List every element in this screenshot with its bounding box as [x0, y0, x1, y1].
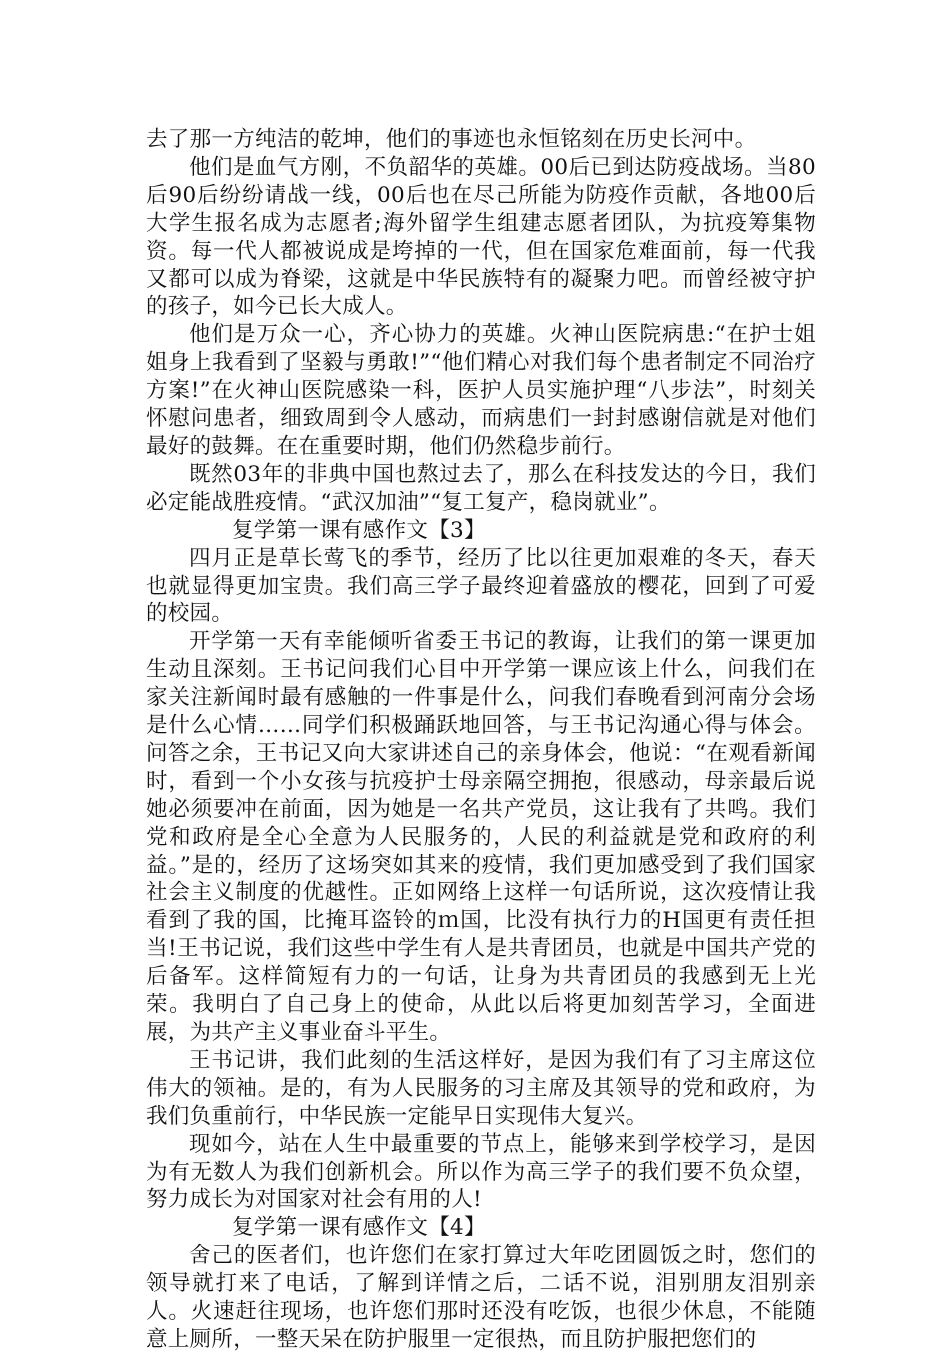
paragraph-april: 四月正是草长莺飞的季节，经历了比以往更加艰难的冬天，春天也就显得更加宝贵。我们高三学子最终迎着盛放的樱花，回到了可爱的校园。 — [146, 545, 816, 627]
paragraph-united-heroes: 他们是万众一心，齐心协力的英雄。火神山医院病患:“在护士姐姐身上我看到了坚毅与勇敢!”“他们精心对我们每个患者制定不同治疗方案!”在火神山医院感染一科，医护人员实施护理“八步法”，时刻关怀慰问患者，细致周到令人感动，而病患们一封封感谢信就是对他们最好的鼓舞。在在重要时期，他们仍然稳步前行。 — [146, 322, 816, 459]
section-heading-3: 复学第一课有感作文【3】 — [232, 517, 486, 543]
paragraph-first-lesson: 开学第一天有幸能倾听省委王书记的教诲，让我们的第一课更加生动且深刻。王书记问我们心目中开学第一课应该上什么，问我们在家关注新闻时最有感触的一件事是什么，问我们春晚看到河南分会场是什么心情……同学们积极踊跃地回答，与王书记沟通心得与体会。问答之余，王书记又向大家讲述自己的亲身体会，他说：“在观看新闻时，看到一个小女孩与抗疫护士母亲隔空拥抱，很感动，母亲最后说她必须要冲在前面，因为她是一名共产党员，这让我有了共鸣。我们党和政府是全心全意为人民服务的，人民的利益就是党和政府的利益。”是的，经历了这场突如其来的疫情，我们更加感受到了我们国家社会主义制度的优越性。正如网络上这样一句话所说，这次疫情让我看到了我的国，比掩耳盗铃的ｍ国，比没有执行力的H国更有责任担当!王书记说，我们这些中学生有人是共青团员，也就是中国共产党的后备军。这样简短有力的一句话，让身为共青团员的我感到无上光荣。我明白了自己身上的使命，从此以后将更加刻苦学习，全面进展，为共产主义事业奋斗平生。 — [146, 629, 816, 1045]
paragraph-post00-heroes: 他们是血气方刚，不负韶华的英雄。00后已到达防疫战场。当80后90后纷纷请战一线，00后也在尽己所能为防疫作贡献，各地00后大学生报名成为志愿者;海外留学生组建志愿者团队，为抗疫筹集物资。每一代人都被说成是垮掉的一代，但在国家危难面前，每一代我又都可以成为脊梁，这就是中华民族特有的凝聚力吧。而曾经被守护的孩子，如今已长大成人。 — [146, 154, 816, 320]
section-heading-4: 复学第一课有感作文【4】 — [232, 1215, 486, 1241]
paragraph-leader: 王书记讲，我们此刻的生活这样好，是因为我们有了习主席这位伟大的领袖。是的，有为人民服务的习主席及其领导的党和政府，为我们负重前行，中华民族一定能早日实现伟大复兴。 — [146, 1047, 816, 1129]
paragraph-sars-comparison: 既然03年的非典中国也熬过去了，那么在科技发达的今日，我们必定能战胜疫情。“武汉加油”“复工复产，稳岗就业”。 — [146, 461, 816, 515]
paragraph-doctors: 舍己的医者们，也许您们在家打算过大年吃团圆饭之时，您们的领导就打来了电话，了解到详情之后，二话不说，泪别朋友泪别亲人。火速赶往现场，也许您们那时还没有吃饭，也很少休息，不能随意上厕所，一整天呆在防护服里一定很热，而且防护服把您们的 — [146, 1243, 816, 1352]
paragraph-nowadays: 现如今，站在人生中最重要的节点上，能够来到学校学习，是因为有无数人为我们创新机会。所以作为高三学子的我们要不负众望，努力成长为对国家对社会有用的人! — [146, 1131, 816, 1213]
document-page — [146, 126, 816, 1354]
paragraph-continuation: 去了那一方纯洁的乾坤，他们的事迹也永恒铭刻在历史长河中。 — [146, 127, 757, 152]
